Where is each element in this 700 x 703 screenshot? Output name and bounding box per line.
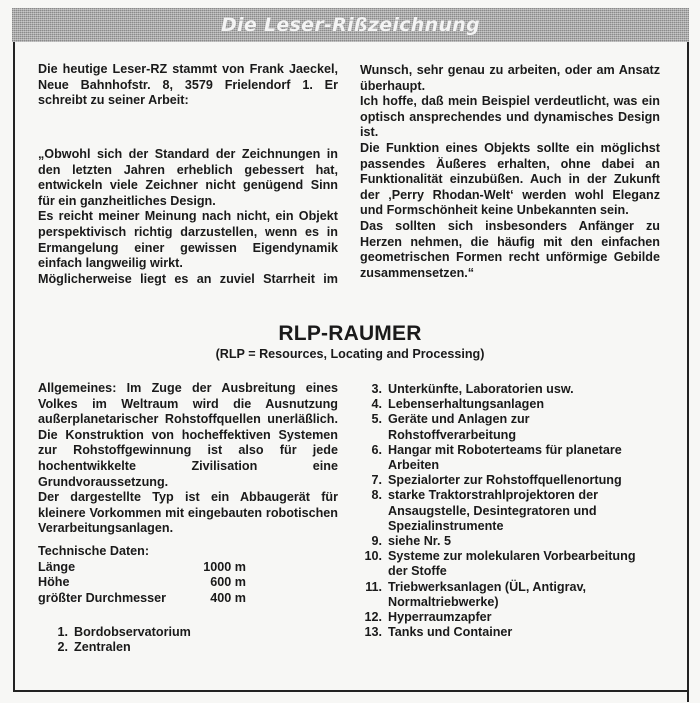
- legend-item: [358, 610, 658, 625]
- legend-number: 5.: [371, 412, 382, 427]
- legend-number: 3.: [371, 382, 382, 396]
- legend-number: 4.: [371, 397, 382, 412]
- tech-label: Länge: [38, 559, 76, 574]
- tech-value: 1000 m: [203, 559, 246, 574]
- general-description: [38, 381, 338, 537]
- legend-text: Geräte und Anlagen zur Rohstoffverarbeitung: [388, 412, 530, 442]
- legend-number: 9.: [371, 534, 382, 549]
- general-paragraph: Allgemeines: Im Zuge der Ausbreitung eines Volkes im Weltraum wird die Ausnutzung außerplanetarischer Rohstoffquellen unerläßlich. Die Konstruktion von hocheffektiven Systemen zur Rohstoffgewinnung ist also für jede hochentwikkelte Zivilisation eine Grundvoraussetzung.: [38, 381, 338, 489]
- tech-value: 600 m: [210, 575, 246, 590]
- frame-border-right: [687, 42, 689, 702]
- quote-paragraph: Möglicherweise liegt es an zuviel Starrheit im: [38, 271, 338, 286]
- legend-text: siehe Nr. 5: [388, 534, 452, 549]
- legend-text: Triebwerksanlagen (ÜL, Antigrav, Normaltriebwerke): [388, 579, 587, 609]
- legend-item: [358, 549, 658, 579]
- legend-item: [358, 625, 658, 640]
- quote-column-right: [360, 63, 660, 281]
- header-title: Die Leser-Rißzeichnung: [220, 14, 481, 36]
- legend-item: [358, 412, 658, 442]
- legend-text: Zentralen: [74, 640, 131, 655]
- legend-item: [358, 382, 658, 397]
- legend-item: [44, 625, 334, 640]
- legend-text: Hyperraumzapfer: [388, 610, 492, 625]
- author-address: Frank Jaeckel, Neue Bahnhofstr. 8, 3579 Frielendorf 1.: [38, 62, 338, 92]
- legend-text: Spezialorter zur Rohstoffquellenortung: [388, 473, 622, 488]
- legend-text: Systeme zur molekularen Vorbearbeitung der Stoffe: [388, 549, 636, 579]
- quote-paragraph: Das sollten sich insbesonders Anfänger zu Herzen nehmen, die häufig mit den einfachen geometrischen Formen recht unförmige Gebilde zusammensetzen.“: [360, 218, 660, 280]
- quote-paragraph: Es reicht meiner Meinung nach nicht, ein Objekt perspektivisch richtig darzustellen, wenn es in Ermangelung einer gewissen Eigendynamik einfach langweilig wirkt.: [38, 209, 338, 271]
- legend-number: 7.: [371, 473, 382, 488]
- frame-border-left: [13, 42, 15, 692]
- legend-number: 13.: [364, 625, 382, 640]
- legend-list-right: [358, 382, 658, 640]
- article-subtitle: (RLP = Resources, Locating and Processing): [215, 347, 485, 361]
- tech-data-table: [38, 544, 338, 606]
- tech-data-row: [38, 575, 338, 591]
- tech-data-row: [38, 591, 338, 607]
- legend-number: 11.: [365, 579, 382, 594]
- legend-item: [358, 473, 658, 488]
- legend-text: Unterkünfte, Laboratorien usw.: [388, 382, 574, 396]
- legend-number: 12.: [364, 610, 382, 625]
- legend-item: [44, 640, 334, 655]
- tech-label: größter Durchmesser: [38, 590, 167, 605]
- legend-text: Tanks und Container: [388, 625, 513, 640]
- legend-text: Bordobservatorium: [74, 625, 191, 639]
- tech-label: Höhe: [38, 575, 70, 590]
- legend-number: 2.: [57, 640, 68, 655]
- frame-border-bottom: [13, 690, 689, 692]
- legend-number: 6.: [371, 442, 382, 457]
- intro-text-after: Er schreibt zu seiner Arbeit:: [38, 77, 338, 108]
- quote-paragraph: Ich hoffe, daß mein Beispiel verdeutlicht, was ein optisch ansprechendes und dynamisches Design ist.: [360, 94, 660, 140]
- legend-item: [358, 534, 658, 549]
- legend-text: Lebenserhaltungsanlagen: [388, 397, 545, 412]
- legend-number: 10.: [364, 549, 382, 564]
- legend-text: starke Traktorstrahlprojektoren der Ansaugstelle, Desintegratoren und Spezialinstrumente: [388, 488, 598, 533]
- tech-data-heading: Technische Daten:: [38, 544, 150, 558]
- tech-value: 400 m: [210, 590, 246, 605]
- legend-item: [358, 488, 658, 534]
- intro-paragraph: [38, 62, 338, 109]
- legend-item: [358, 397, 658, 412]
- tech-data-row: [38, 560, 338, 576]
- legend-number: 8.: [371, 488, 382, 503]
- intro-text-before: Die heutige Leser-RZ stammt von: [38, 62, 250, 76]
- quote-paragraph: „Obwohl sich der Standard der Zeichnungen in den letzten Jahren erheblich gebessert hat, entwickeln viele Zeichner nicht genügend Sinn für ein ganzheitliches Design.: [38, 147, 338, 208]
- legend-list-left: [44, 625, 334, 655]
- quote-paragraph: Wunsch, sehr genau zu arbeiten, oder am Ansatz überhaupt.: [360, 63, 660, 93]
- legend-text: Hangar mit Roboterteams für planetare Arbeiten: [388, 442, 622, 473]
- legend-item: [358, 443, 658, 473]
- quote-paragraph: Die Funktion eines Objekts sollte ein möglichst passendes Äußeres erhalten, ohne dabei an Funktionalität einzubüßen. Auch in der Zukunft der ‚Perry Rhodan-Welt‘ werden wohl Eleganz und Formschönheit keine Unbekannten sein.: [360, 140, 660, 218]
- quote-column-left: [38, 147, 338, 287]
- legend-item: [358, 580, 658, 610]
- general-paragraph: Der dargestellte Typ ist ein Abbaugerät für kleinere Vorkommen mit eingebauten robotischen Verarbeitungsanlagen.: [38, 490, 338, 536]
- header-band: [12, 8, 689, 42]
- legend-number: 1.: [57, 625, 68, 639]
- article-title: RLP-RAUMER: [278, 322, 422, 345]
